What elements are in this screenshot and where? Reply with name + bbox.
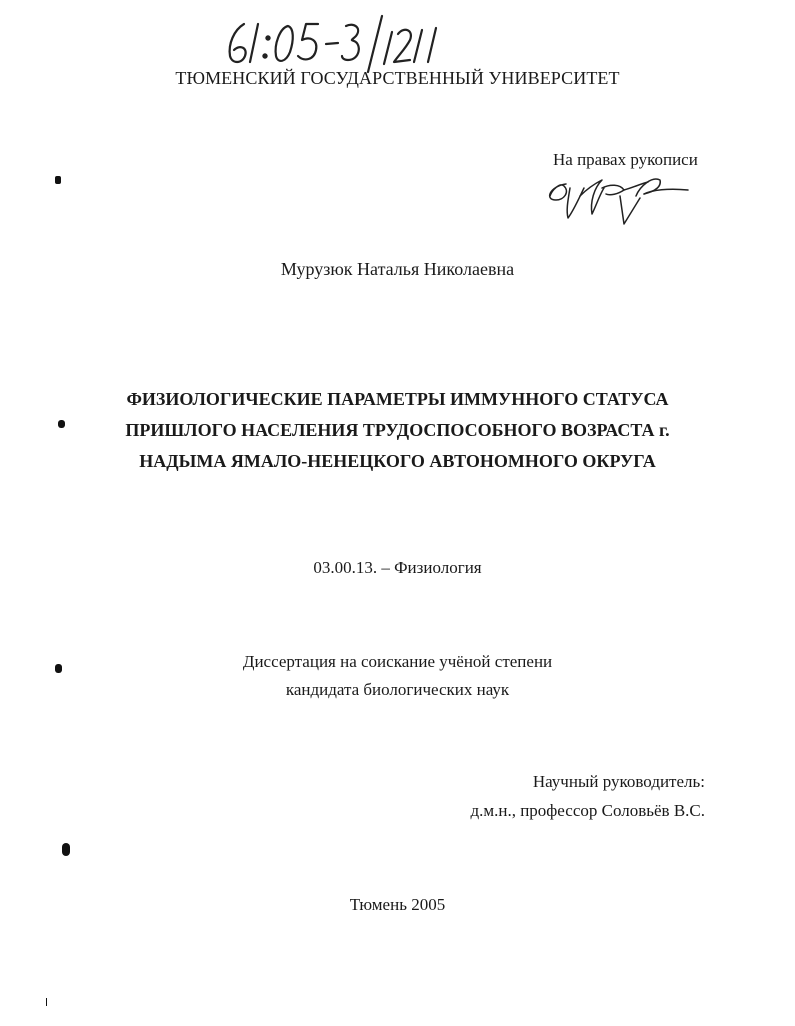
title-line: ФИЗИОЛОГИЧЕСКИЕ ПАРАМЕТРЫ ИММУННОГО СТАТУСА xyxy=(126,389,669,409)
specialty-code: 03.00.13. – Физиология xyxy=(313,558,482,577)
signature xyxy=(540,166,690,228)
supervisor-name: д.м.н., профессор Соловьёв В.С. xyxy=(470,801,705,820)
scan-mark xyxy=(58,420,65,428)
scan-mark xyxy=(55,664,62,673)
title-line: ПРИШЛОГО НАСЕЛЕНИЯ ТРУДОСПОСОБНОГО ВОЗРАСТА г. xyxy=(125,420,670,440)
signature-drawing xyxy=(540,166,690,228)
scan-mark xyxy=(55,176,61,184)
author-name: Мурузюк Наталья Николаевна xyxy=(280,259,515,279)
scan-mark xyxy=(46,998,47,1006)
degree-line: Диссертация на соискание учёной степени xyxy=(242,652,553,671)
degree-statement xyxy=(0,648,795,704)
title-line: НАДЫМА ЯМАЛО-НЕНЕЦКОГО АВТОНОМНОГО ОКРУГА xyxy=(139,451,656,471)
supervisor-label: Научный руководитель: xyxy=(532,772,705,791)
supervisor-block xyxy=(470,767,705,825)
manuscript-rights-note: На правах рукописи xyxy=(553,150,698,169)
place-and-year: Тюмень 2005 xyxy=(349,895,446,914)
university-name: ТЮМЕНСКИЙ ГОСУДАРСТВЕННЫЙ УНИВЕРСИТЕТ xyxy=(175,68,620,88)
dissertation-title xyxy=(0,384,795,477)
degree-line: кандидата биологических наук xyxy=(285,680,510,699)
scan-mark xyxy=(62,843,70,856)
